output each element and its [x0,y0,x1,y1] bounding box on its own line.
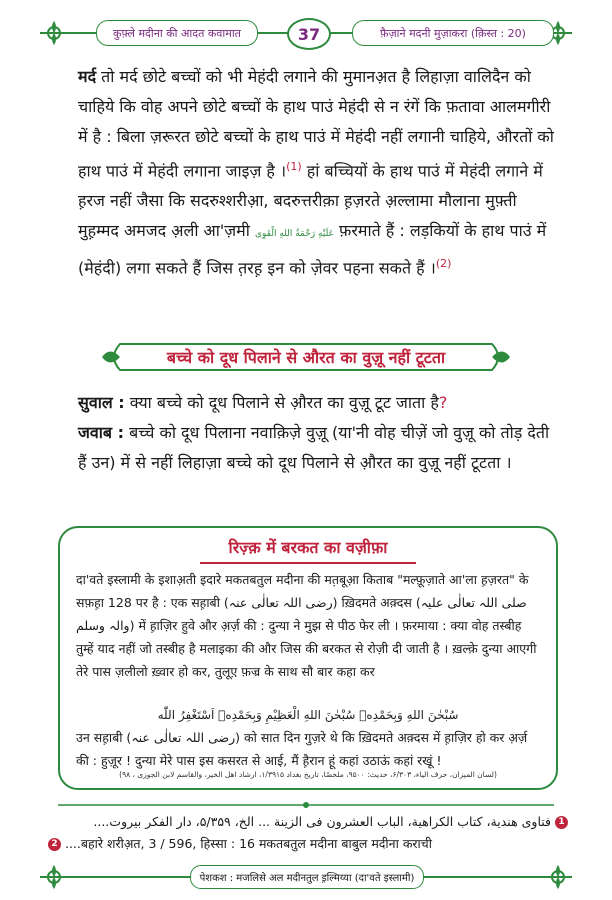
paragraph-lead: मर्द [78,67,97,86]
page-number: 37 [287,18,331,50]
question-label: सुवाल : [78,393,125,412]
floral-ornament-icon [40,863,68,891]
footnote-ref-1[interactable]: (1) [286,160,302,173]
paragraph-text-a: तो मर्द छोटे बच्चों को भी मेहंदी लगाने की मुमानअ़त है लिहाज़ा वालिदैन को चाहिये कि वोह अपने छोटे बच्चों के हाथ पाउं मेहंदी से न रंगें कि फ़तावा आलमगीरी में है : बिला ज़रूरत छोटे बच्चों के हाथ पाउं में मेहंदी नहीं लगानी चाहिये, औरतों को हाथ पाउं में मेहंदी लगाना जाइज़ है । [78,67,554,181]
question-text: क्या बच्चे को दूध पिलाने से औ़रत का वुज़ू टूट जाता है [124,393,439,412]
box-paragraph-1: दा'वते इस्लामी के इशाअ़ती इदारे मकतबतुल मदीना की मत़बूआ़ किताब "मल्फ़ूज़ाते आ'ला ह़ज़रत" के सफ़ह़ा 128 पर है : एक सह़ाबी (رضی اللہ تعالٰی عنہ) ख़िदमते अक़्दस (صلی اللہ تعالٰی علیہ والہ وسلم) में ह़ाज़िर हुवे और अ़र्ज़ की : दुन्या ने मुझ से पीठ फेर ली । फ़रमाया : क्या वोह तस्बीह तुम्हें याद नहीं जो तस्बीह है मलाइका की और जिस की बरकत से रोज़ी दी जाती है । ख़ल्क़े दुन्या आएगी तेरे पास ज़लीलो ख़्वार हो कर, तुलूए़ फ़ज्र के साथ सौ बार कहा कर [76,572,537,679]
footnote-ref-2[interactable]: (2) [435,257,452,271]
box-title: रिज़्क़ में बरकत का वज़ीफ़ा [228,538,388,557]
answer-label: जवाब : [78,423,125,442]
footnote-2 [48,834,568,854]
dua-inscription: عَلَيْهِ رَحْمَةُ اللهِ الْقَوِى [254,229,334,240]
page-footer [40,862,572,892]
floral-ornament-icon [544,863,572,891]
banner-title: बच्चे को दूध पिलाने से औरत का वुज़ू नहीं टूटता [166,348,446,367]
footnote-1-text: ....فتاوى هندية، كتاب الكراهية، الباب العشرون فى الزينة ... الخ، ۵/۳۵۹، دار الفكر بيروت [93,814,552,829]
intro-paragraph [78,62,556,284]
paragraph-text-b: हां बच्चियों के हाथ पाउं में मेहंदी लगाने में ह़रज नहीं जैसा कि सदरुश्शरीआ़, बदरुत्तरीक़ा ह़ज़रते अ़ल्लामा मौलाना मुफ़्ती मुह़म्मद अमजद अ़ली आ'ज़मी [78,161,543,241]
footnote-1-marker: 1 [555,816,568,829]
box-paragraph-2: उन सह़ाबी (رضی اللہ تعالٰی عنہ) को सात दिन गुज़रे थे कि ख़िदमते अक़्दस में ह़ाज़िर हो कर अ़र्ज़ की : हुज़ूर ! दुन्या मेरे पास इस कसरत से आई, मैं ह़ैरान हूं कहां उठाऊं कहां रखूं ! [76,730,528,768]
paragraph-text-c: फ़रमाते हैं : लड़कियों के हाथ पाउं में (मेहंदी) लगा सकते हैं जिस त़रह़ इन को ज़ेवर पहना सकते हैं । [78,221,547,278]
page-header [40,18,572,48]
footnote-2-marker: 2 [48,838,61,851]
header-right-title: फ़ैज़ाने मदनी मुज़ाकरा (क़िस्त : 20) [352,20,554,46]
box-source-citation: (لسان المیزان، حرف الیاء، ۶/۳۰۳، حدیث: ۹۵۰۰، ملخصًا، تاریخ بغداد ۱/۳۹۱۵، ارشاد اهل الخیر، والقاسم لابن الجوزی ، ۹۸) [119,770,497,779]
wazifa-box [58,526,558,790]
publisher-credit: पेशकश : मजलिसे अल मदीनतुल इ़ल्मिय्या (दा'वते इस्लामी) [190,865,424,889]
section-banner [100,340,512,374]
question-mark: ? [438,393,448,412]
header-left-title: कुफ़्ले मदीना की आदत कवामात [96,20,258,46]
question-answer [78,388,556,478]
footnote-1 [48,812,568,832]
footnote-separator-icon [58,800,554,810]
floral-ornament-icon [40,19,68,47]
box-title-underline [200,562,416,564]
arabic-tasbih: سُبْحٰنَ اللهِ وَبِحَمْدِهٖ سُبْحٰنَ اللهِ الْعَظِيْمِ وَبِحَمْدِهٖ اَسْتَغْفِرُ اللّٰه [157,708,459,722]
answer-text: बच्चे को दूध पिलाना नवाक़िज़े वुज़ू (या'नी वोह चीज़ें जो वुज़ू को तोड़ देती हैं उन) में से नहीं लिहाज़ा बच्चे को दूध पिलाने से औ़रत का वुज़ू नहीं टूटता । [78,423,550,472]
footnote-2-text: ....बहारे शरीअ़त, 3 / 596, हिस्सा : 16 मकतबतुल मदीना बाबुल मदीना कराची [64,836,432,851]
